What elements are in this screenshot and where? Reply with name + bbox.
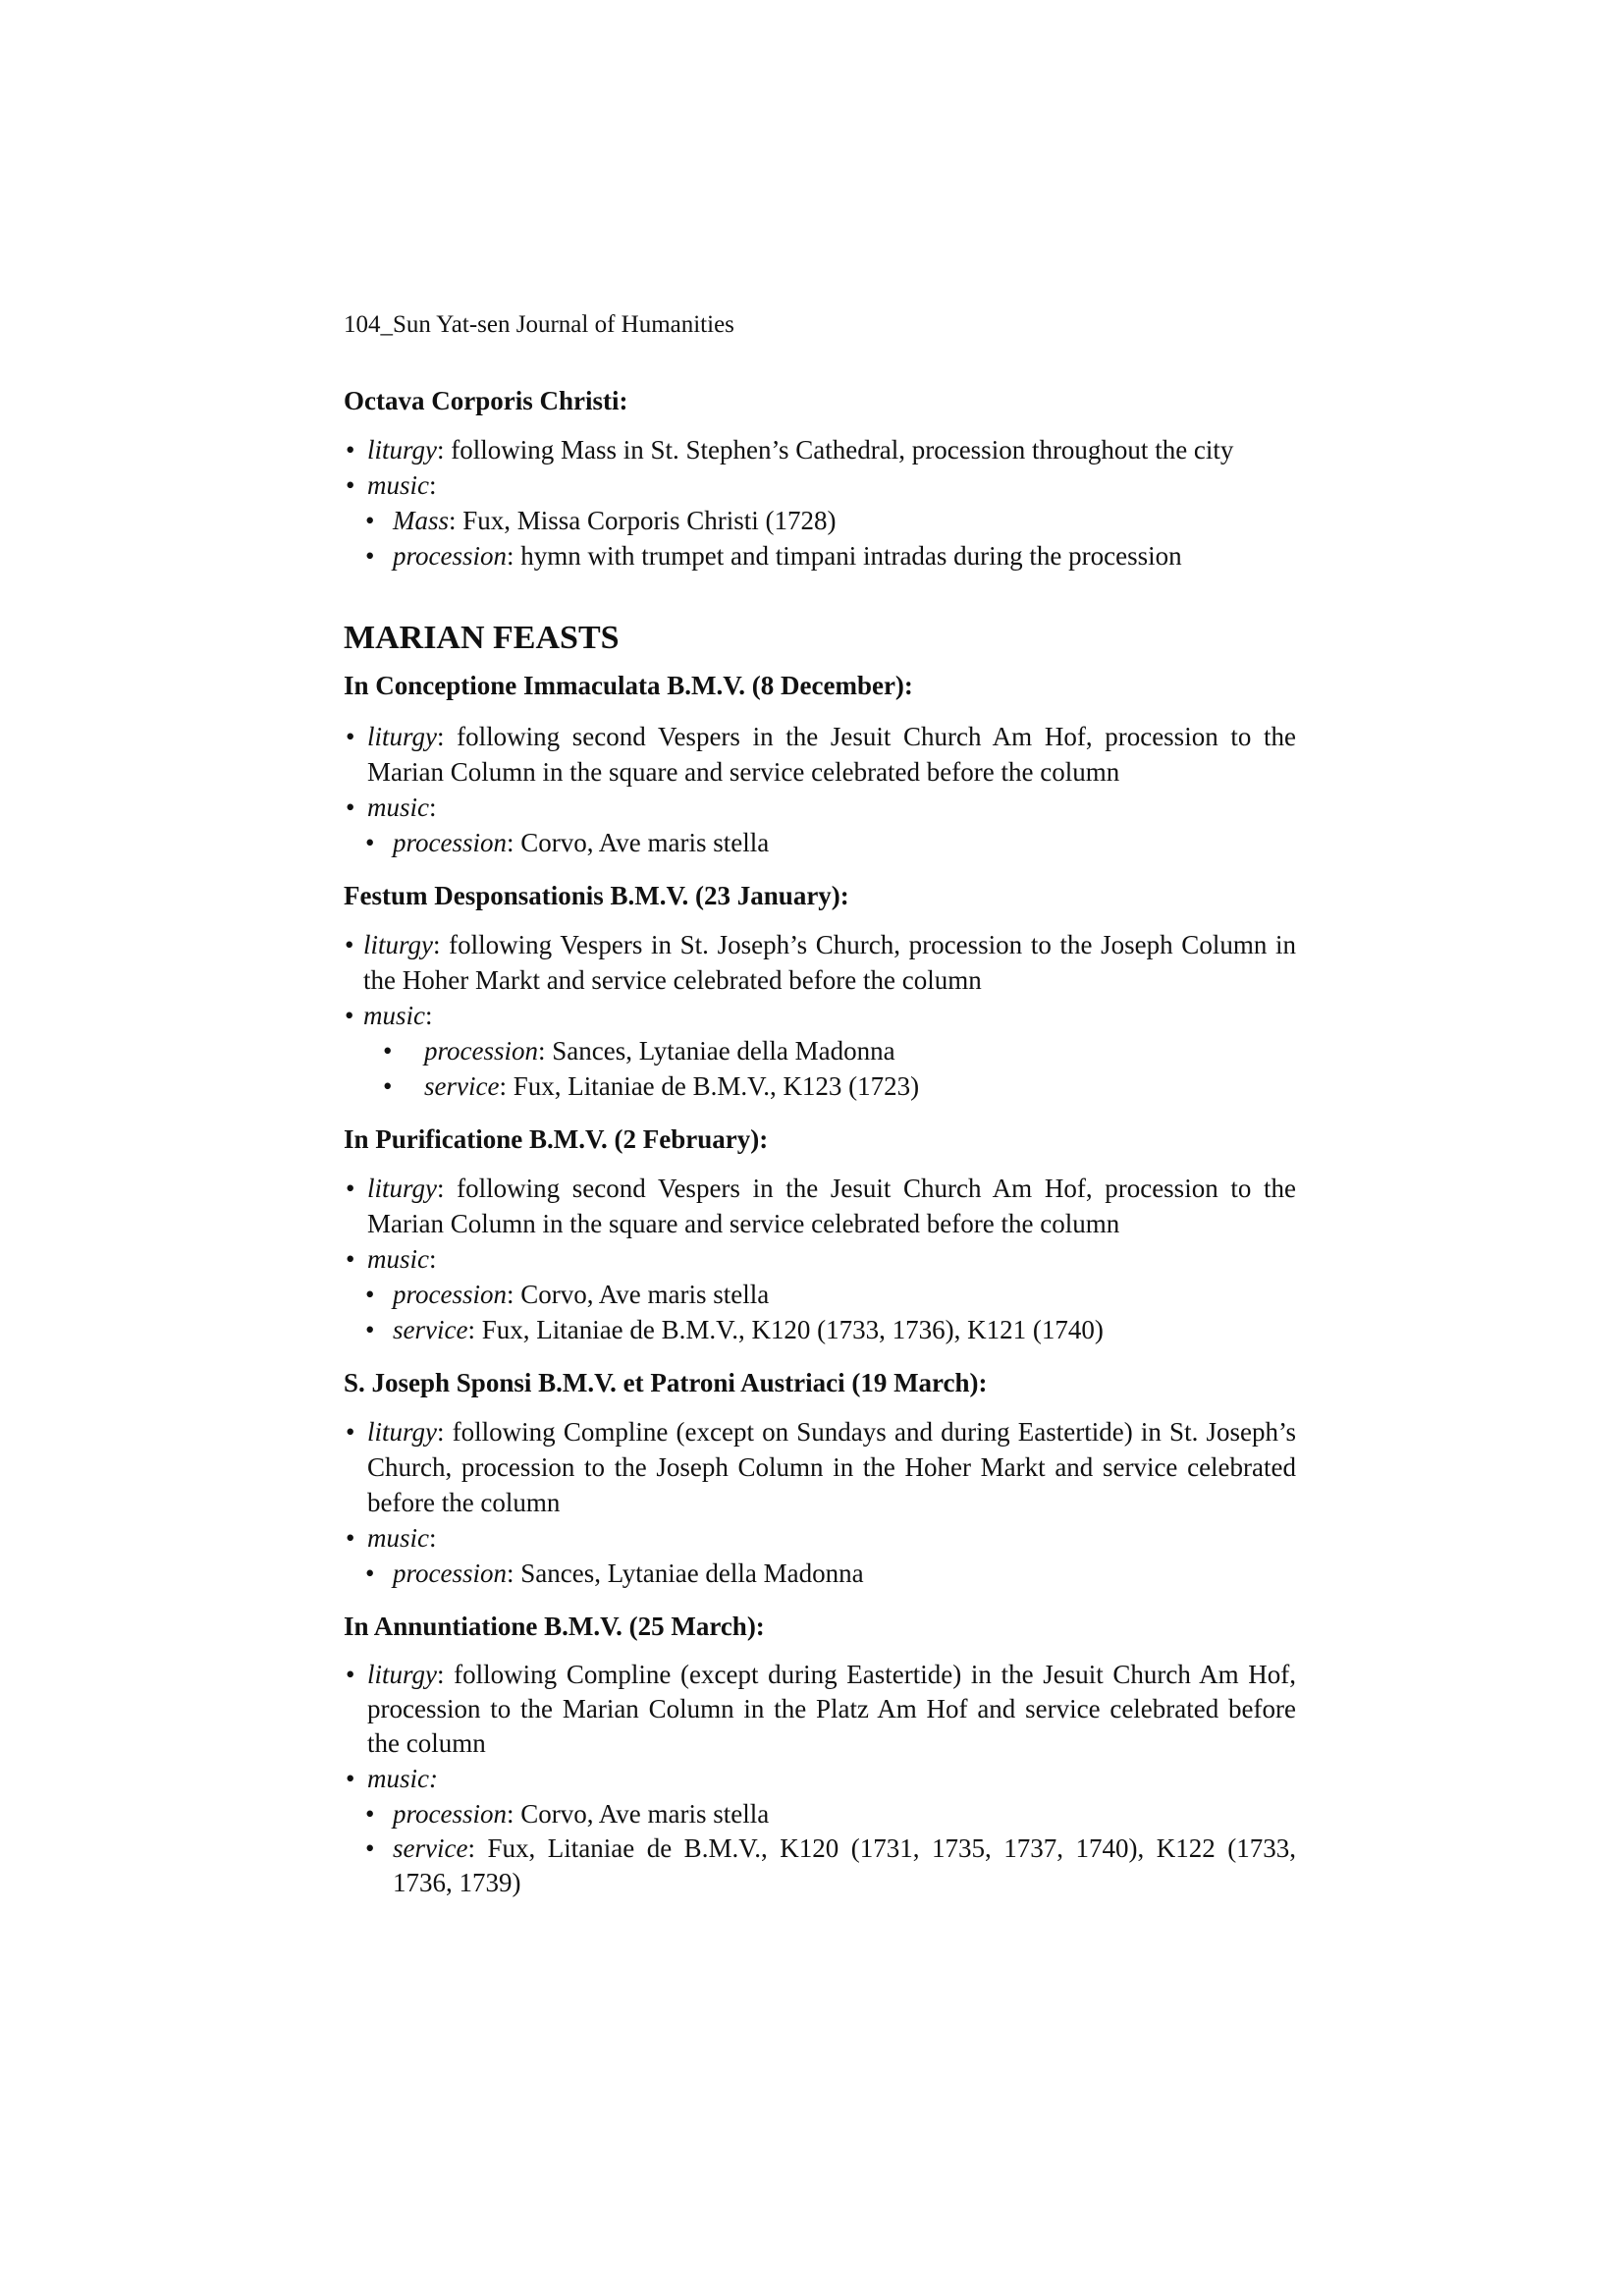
- entry-term: music: [367, 1523, 429, 1553]
- bullet: •: [346, 793, 355, 822]
- list-item: [344, 467, 1296, 503]
- bullet: •: [346, 1523, 355, 1553]
- entry-text: :: [429, 1244, 437, 1274]
- document-page: [344, 310, 1296, 1918]
- section-heading: MARIAN FEASTS: [344, 620, 620, 656]
- list-item: [344, 825, 1296, 860]
- entry-text: : Fux, Litaniae de B.M.V., K123 (1723): [499, 1071, 920, 1101]
- entry-term: liturgy: [367, 1174, 437, 1203]
- list-item: [344, 432, 1296, 467]
- bullet: •: [383, 1036, 393, 1066]
- list-item: [344, 1761, 1296, 1796]
- entry-text: : following Mass in St. Stephen’s Cathedral, procession throughout the city: [437, 435, 1234, 465]
- entry-list: [344, 927, 1296, 1104]
- bullet: •: [345, 1001, 354, 1030]
- entry-list: [344, 1171, 1296, 1347]
- list-item: [344, 719, 1296, 790]
- entry-text: : hymn with trumpet and timpani intradas during the procession: [507, 541, 1182, 571]
- list-item: [344, 1556, 1296, 1591]
- entry-text: : Corvo, Ave maris stella: [507, 828, 770, 857]
- bullet: •: [365, 1833, 375, 1863]
- entry-text: : following second Vespers in the Jesuit Church Am Hof, procession to the Marian Column in the square and service celebrated before the column: [367, 1174, 1296, 1238]
- list-item: [344, 1658, 1296, 1761]
- entry-list: [344, 432, 1296, 574]
- entry-term: service: [424, 1071, 500, 1101]
- entry-term: service: [393, 1315, 468, 1344]
- entry-term: music: [363, 1001, 425, 1030]
- entry-text: :: [425, 1001, 433, 1030]
- list-item: [344, 538, 1296, 574]
- bullet: •: [365, 1558, 375, 1588]
- entry-term: liturgy: [367, 722, 437, 751]
- entry-term: procession: [393, 1280, 507, 1309]
- entry-text: : following Vespers in St. Joseph’s Church, procession to the Joseph Column in the Hoher Markt and service celebrated before the column: [363, 930, 1296, 995]
- list-item: [344, 1312, 1296, 1347]
- entry-term: liturgy: [367, 1417, 437, 1447]
- entry-term: procession: [424, 1036, 538, 1066]
- list-item: [344, 927, 1296, 998]
- bullet: •: [365, 1799, 375, 1829]
- bullet: •: [365, 828, 375, 857]
- feast-title: In Purificatione B.M.V. (2 February):: [344, 1124, 769, 1154]
- entry-text: : following Compline (except during Eastertide) in the Jesuit Church Am Hof, procession to the Marian Column in the Platz Am Hof and service celebrated before the column: [367, 1660, 1296, 1758]
- bullet: •: [346, 470, 355, 500]
- list-item: [344, 1831, 1296, 1900]
- list-item: [344, 1241, 1296, 1277]
- entry-term: music: [367, 470, 429, 500]
- entry-text: : Sances, Lytaniae della Madonna: [538, 1036, 895, 1066]
- entry-term: procession: [393, 828, 507, 857]
- feast-title: In Conceptione Immaculata B.M.V. (8 December):: [344, 671, 913, 700]
- entry-text: : Sances, Lytaniae della Madonna: [507, 1558, 864, 1588]
- bullet: •: [383, 1071, 393, 1101]
- entry-term: music: [367, 1244, 429, 1274]
- entry-term: procession: [393, 541, 507, 571]
- entry-list: [344, 1658, 1296, 1900]
- feast-title: Festum Desponsationis B.M.V. (23 January):: [344, 881, 849, 910]
- bullet: •: [346, 435, 355, 465]
- feast-title: Octava Corporis Christi:: [344, 386, 628, 415]
- entry-term: service: [393, 1833, 468, 1863]
- bullet: •: [365, 1280, 375, 1309]
- bullet: •: [365, 1315, 375, 1344]
- list-item: [344, 503, 1296, 538]
- list-item: [344, 1068, 1296, 1104]
- running-header: 104_Sun Yat-sen Journal of Humanities: [344, 311, 734, 338]
- bullet: •: [346, 722, 355, 751]
- list-item: [344, 1414, 1296, 1520]
- entry-text: : Corvo, Ave maris stella: [507, 1799, 770, 1829]
- entry-term: music:: [367, 1764, 438, 1793]
- entry-term: music: [367, 793, 429, 822]
- entry-term: liturgy: [367, 435, 437, 465]
- list-item: [344, 998, 1296, 1033]
- list-item: [344, 1033, 1296, 1068]
- entry-text: : Fux, Missa Corporis Christi (1728): [449, 506, 837, 535]
- list-item: [344, 1171, 1296, 1241]
- feast-title: S. Joseph Sponsi B.M.V. et Patroni Austriaci (19 March):: [344, 1368, 988, 1397]
- bullet: •: [346, 1417, 355, 1447]
- bullet: •: [365, 506, 375, 535]
- bullet: •: [345, 930, 354, 959]
- entry-term: liturgy: [367, 1660, 437, 1689]
- bullet: •: [346, 1174, 355, 1203]
- entry-term: procession: [393, 1799, 507, 1829]
- list-item: [344, 1277, 1296, 1312]
- entry-list: [344, 719, 1296, 860]
- entry-text: :: [429, 470, 437, 500]
- list-item: [344, 1520, 1296, 1556]
- list-item: [344, 1796, 1296, 1831]
- bullet: •: [346, 1764, 355, 1793]
- bullet: •: [346, 1244, 355, 1274]
- entry-text: : following second Vespers in the Jesuit Church Am Hof, procession to the Marian Column in the square and service celebrated before the column: [367, 722, 1296, 787]
- entry-term: Mass: [393, 506, 450, 535]
- entry-text: :: [429, 793, 437, 822]
- entry-term: liturgy: [363, 930, 433, 959]
- entry-text: : Fux, Litaniae de B.M.V., K120 (1733, 1736), K121 (1740): [467, 1315, 1104, 1344]
- feast-title: In Annuntiatione B.M.V. (25 March):: [344, 1612, 765, 1641]
- bullet: •: [365, 541, 375, 571]
- entry-text: : Corvo, Ave maris stella: [507, 1280, 770, 1309]
- list-item: [344, 790, 1296, 825]
- entry-term: procession: [393, 1558, 507, 1588]
- entry-text: : Fux, Litaniae de B.M.V., K120 (1731, 1735, 1737, 1740), K122 (1733, 1736, 1739): [393, 1833, 1296, 1897]
- entry-text: :: [429, 1523, 437, 1553]
- entry-list: [344, 1414, 1296, 1591]
- entry-text: : following Compline (except on Sundays and during Eastertide) in St. Joseph’s Church, procession to the Joseph Column in the Hoher Markt and service celebrated before the column: [367, 1417, 1296, 1517]
- bullet: •: [346, 1660, 355, 1689]
